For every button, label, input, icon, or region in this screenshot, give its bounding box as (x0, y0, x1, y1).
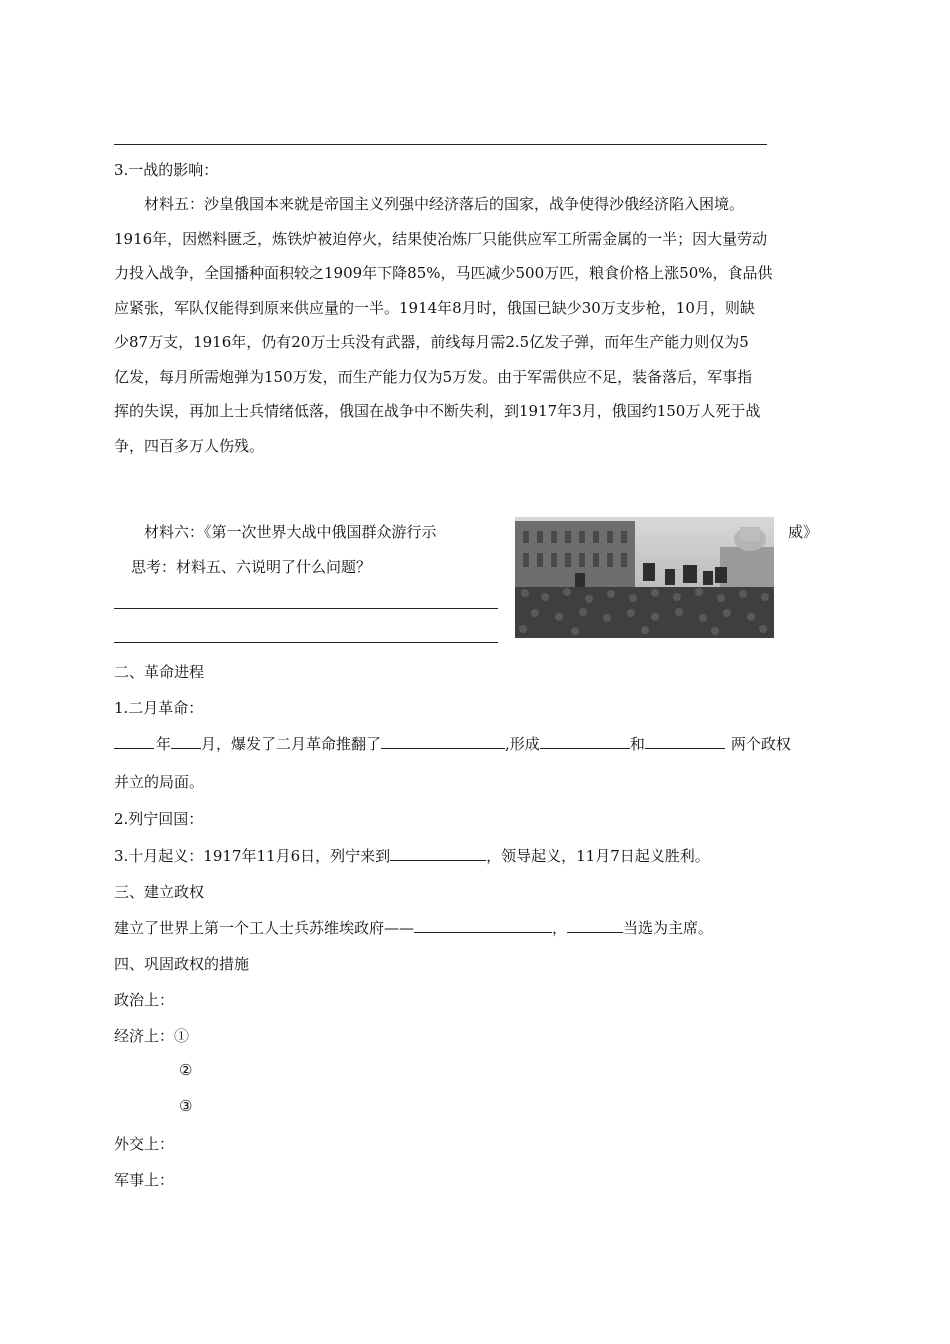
fill-text: 月，爆发了二月革命推翻了 (201, 735, 382, 753)
label-economy: 经济上：① (114, 1027, 190, 1045)
answer-line (114, 608, 498, 609)
fill-in-continuation: 并立的局面。 (114, 773, 205, 791)
material-five-line: 争，四百多万人伤残。 (114, 436, 265, 455)
blank-power-one[interactable] (540, 734, 630, 749)
section-title-establish-power: 三、建立政权 (114, 883, 205, 901)
item-lenin-return: 2.列宁回国： (114, 810, 204, 828)
blank-government[interactable] (414, 918, 552, 933)
label-politics: 政治上： (114, 991, 175, 1009)
fill-text: ,形成 (505, 735, 540, 753)
blank-month[interactable] (171, 734, 201, 749)
establish-text: ， (552, 919, 568, 937)
material-five-line: 亿发，每月所需炮弹为150万发，而生产能力仅为5万发。由于军需供应不足，装备落后，军事指 (114, 367, 753, 386)
fill-in-sentence-february (114, 733, 791, 754)
material-five-line: 1916年，因燃料匮乏，炼铁炉被迫停火，结果使冶炼厂只能供应军工所需金属的一半；因大量劳动 (114, 229, 768, 248)
section-title-wwi-impact: 3.一战的影响： (114, 161, 219, 179)
october-text: ，领导起义，11月7日起义胜利。 (486, 847, 710, 865)
material-five-line: 力投入战争，全国播种面积较之1909年下降85%，马匹减少500万匹，粮食价格上涨50%，食品供 (114, 264, 773, 282)
establish-power-sentence (114, 917, 713, 938)
protest-photo (515, 517, 774, 638)
material-five-line: 挥的失误，再加上士兵情绪低落，俄国在战争中不断失利，到1917年3月，俄国约150万人死于战 (114, 402, 761, 420)
section-title-revolution-process: 二、革命进程 (114, 663, 205, 681)
fill-text: 年 (156, 735, 172, 753)
label-diplomacy: 外交上： (114, 1135, 175, 1153)
material-five-line: 材料五：沙皇俄国本来就是帝国主义列强中经济落后的国家，战争使得沙俄经济陷入困境。 (144, 195, 745, 213)
establish-text: 当选为主席。 (623, 919, 714, 937)
material-six-caption-end: 威》 (788, 523, 819, 541)
blank-location[interactable] (390, 846, 486, 861)
establish-text: 建立了世界上第一个工人士兵苏维埃政府—— (114, 919, 415, 937)
material-five-paragraph (114, 187, 842, 463)
material-six-question: 思考：材料五、六说明了什么问题？ (131, 558, 372, 576)
blank-chairman[interactable] (567, 918, 623, 933)
answer-line-top (114, 144, 767, 145)
fill-text: 两个政权 (730, 735, 791, 753)
answer-line (114, 642, 498, 643)
october-text: 3.十月起义：1917年11月6日，列宁来到 (114, 847, 391, 865)
section-title-consolidate-power: 四、巩固政权的措施 (114, 955, 250, 973)
label-military: 军事上： (114, 1171, 175, 1189)
material-five-line: 少87万支，1916年，仍有20万士兵没有武器，前线每月需2.5亿发子弹，而年生产能力则仅为5 (114, 333, 749, 351)
material-five-line: 应紧张，军队仅能得到原来供应量的一半。1914年8月时，俄国已缺少30万支步枪，10月，则缺 (114, 298, 755, 317)
label-economy-three: ③ (179, 1097, 193, 1115)
blank-overthrown[interactable] (381, 734, 505, 749)
item-february-revolution: 1.二月革命： (114, 699, 204, 717)
material-six-caption: 材料六：《第一次世界大战中俄国群众游行示 (144, 523, 437, 541)
label-economy-two: ② (179, 1061, 193, 1079)
item-october-uprising (114, 845, 710, 866)
blank-year[interactable] (114, 734, 154, 749)
fill-text: 和 (629, 735, 645, 753)
blank-power-two[interactable] (645, 734, 725, 749)
